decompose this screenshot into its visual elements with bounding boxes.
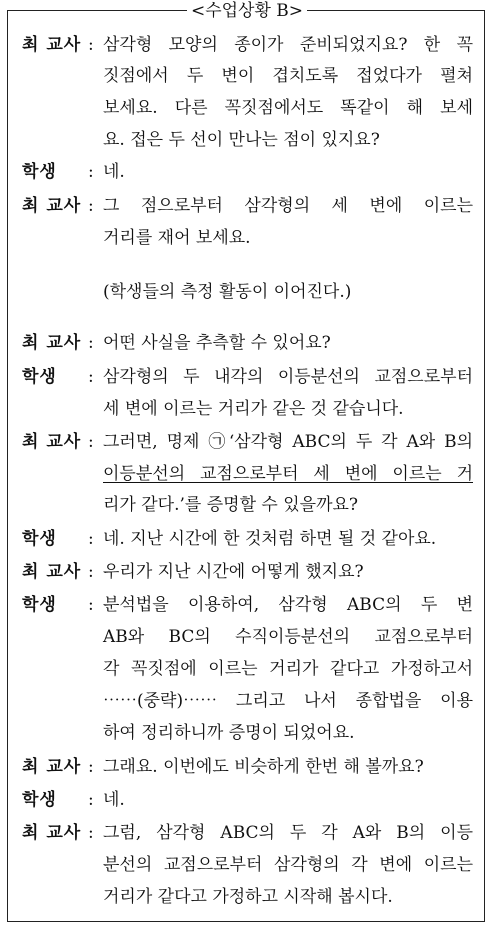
- speaker-colon: :: [88, 196, 94, 216]
- dialogue-line: 삼각형의 두 내각의 이등분선의 교점으로부터: [103, 367, 473, 387]
- dialogue-line: 하여 정리하니까 증명이 되었어요.: [103, 723, 355, 743]
- speaker-colon: :: [88, 595, 94, 615]
- dialogue-line: 네.: [103, 162, 125, 182]
- dialogue-line: 리가 같다.’를 증명할 수 있을까요?: [103, 495, 359, 515]
- dialogue-line: 우리가 지난 시간에 어떻게 했지요?: [103, 562, 364, 582]
- speaker-colon: :: [88, 823, 94, 843]
- dialogue-line: 그래요. 이번에도 비슷하게 한번 해 볼까요?: [103, 757, 424, 777]
- dialogue-line: 요. 접은 두 선이 만나는 점이 있지요?: [103, 130, 380, 150]
- dialogue-line: 거리가 같다고 가정하고 시작해 봅시다.: [103, 887, 393, 907]
- stage-note: (학생들의 측정 활동이 이어진다.): [103, 282, 352, 302]
- dialogue-line: 그럼, 삼각형 ABC의 두 각 A와 B의 이등: [103, 823, 473, 843]
- speaker-label: 최 교사: [22, 35, 82, 55]
- dialogue-line: 네.: [103, 790, 125, 810]
- speaker-colon: :: [88, 432, 94, 452]
- dialogue-line: AB와 BC의 수직이등분선의 교점으로부터: [103, 627, 473, 647]
- speaker-label: 최 교사: [22, 333, 82, 353]
- underlined-proposition-line: 이등분선의 교점으로부터 세 변에 이르는 거: [103, 464, 473, 484]
- speaker-label: 최 교사: [22, 562, 82, 582]
- speaker-label: 최 교사: [22, 196, 82, 216]
- speaker-colon: :: [88, 790, 94, 810]
- section-title: <수업상황 B>: [0, 0, 494, 23]
- speaker-colon: :: [88, 562, 94, 582]
- dialogue-line: 네. 지난 시간에 한 것처럼 하면 될 것 같아요.: [103, 529, 437, 549]
- dialogue-line: 짓점에서 두 변이 겹치도록 접었다가 펼쳐: [103, 66, 473, 86]
- speaker-label: 학생: [22, 162, 57, 182]
- dialogue-line: 분석법을 이용하여, 삼각형 ABC의 두 변: [103, 595, 473, 615]
- speaker-label: 학생: [22, 790, 57, 810]
- speaker-label: 최 교사: [22, 823, 82, 843]
- speaker-colon: :: [88, 757, 94, 777]
- dialogue-line: 그러면, 명제 ㉠‘삼각형 ABC의 두 각 A와 B의: [103, 432, 473, 452]
- speaker-colon: :: [88, 35, 94, 55]
- speaker-label: 최 교사: [22, 757, 82, 777]
- speaker-label: 학생: [22, 367, 57, 387]
- speaker-label: 학생: [22, 529, 57, 549]
- dialogue-line: 어떤 사실을 추측할 수 있어요?: [103, 333, 331, 353]
- speaker-colon: :: [88, 529, 94, 549]
- dialogue-line: 거리를 재어 보세요.: [103, 228, 251, 248]
- dialogue-line: 세 변에 이르는 거리가 같은 것 같습니다.: [103, 399, 404, 419]
- speaker-label: 학생: [22, 595, 57, 615]
- dialogue-line: 분선의 교점으로부터 삼각형의 각 변에 이르는: [103, 855, 473, 875]
- dialogue-line: 보세요. 다른 꼭짓점에서도 똑같이 해 보세: [103, 98, 473, 118]
- speaker-colon: :: [88, 367, 94, 387]
- speaker-label: 최 교사: [22, 432, 82, 452]
- dialogue-line: 삼각형 모양의 종이가 준비되었지요? 한 꼭: [103, 35, 473, 55]
- speaker-colon: :: [88, 162, 94, 182]
- speaker-colon: :: [88, 333, 94, 353]
- dialogue-line: ⋯⋯(중략)⋯⋯ 그리고 나서 종합법을 이용: [103, 691, 473, 711]
- dialogue-line: 각 꼭짓점에 이르는 거리가 같다고 가정하고서: [103, 659, 473, 679]
- dialogue-line: 그 점으로부터 삼각형의 세 변에 이르는: [103, 196, 473, 216]
